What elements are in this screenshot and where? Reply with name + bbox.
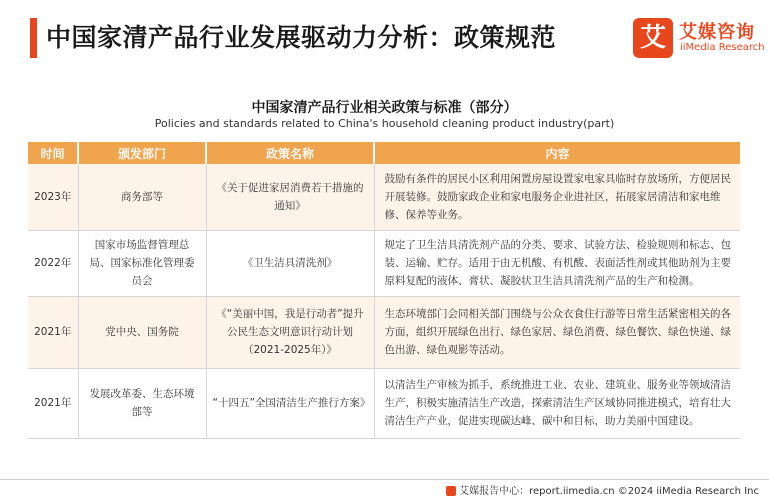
logo-mark-icon: 艾 (633, 18, 673, 58)
table-header-row (28, 142, 740, 164)
title-accent-bar (30, 18, 37, 58)
table-row (28, 164, 740, 230)
cell-year: 2023年 (28, 164, 78, 230)
logo-name-cn: 艾媒咨询 (679, 22, 755, 43)
cell-year: 2021年 (28, 368, 78, 438)
column-header-year: 时间 (28, 142, 78, 164)
cell-dept: 商务部等 (78, 164, 206, 230)
brand-logo (633, 16, 763, 60)
cell-content: 规定了卫生洁具清洗剂产品的分类、要求、试验方法、检验规则和标志、包装、运输、贮存。适用于由无机酸、有机酸、表面活性剂或其他助剂为主要原料复配的液体、膏状、凝胶状卫生洁具清洗剂产品的生产和检测。 (374, 230, 740, 296)
table-title: 中国家清产品行业相关政策与标准（部分） (251, 100, 518, 116)
footer-divider (0, 479, 769, 480)
report-center-icon (446, 486, 456, 496)
cell-content: 生态环境部门会同相关部门围绕与公众衣食住行游等日常生活紧密相关的各方面，组织开展绿色出行、绿色家居、绿色消费、绿色餐饮、绿色快递、绿色出游、绿色观影等活动。 (374, 296, 740, 368)
logo-name-en: iiMedia Research (680, 42, 765, 53)
cell-policy-name: 《卫生洁具清洗剂》 (206, 230, 374, 296)
column-header-policy-name: 政策名称 (206, 142, 374, 164)
cell-policy-name: 《“美丽中国，我是行动者”提升公民生态文明意识行动计划（2021-2025年）》 (206, 296, 374, 368)
cell-dept: 党中央、国务院 (78, 296, 206, 368)
page-title: 中国家清产品行业发展驱动力分析：政策规范 (46, 23, 557, 52)
cell-dept: 国家市场监督管理总局、国家标准化管理委员会 (78, 230, 206, 296)
cell-dept: 发展改革委、生态环境部等 (78, 368, 206, 438)
cell-content: 鼓励有条件的居民小区利用闲置房屋设置家电家具临时存放场所，方便居民开展装修。鼓励家政企业和家电服务企业进社区，拓展家居清洁和家电维修、保养等业务。 (374, 164, 740, 230)
column-header-content: 内容 (374, 142, 740, 164)
policy-table (28, 142, 740, 439)
cell-year: 2022年 (28, 230, 78, 296)
cell-policy-name: “十四五”全国清洁生产推行方案》 (206, 368, 374, 438)
table-row (28, 230, 740, 296)
cell-content: 以清洁生产审核为抓手，系统推进工业、农业、建筑业、服务业等领域清洁生产，积极实施清洁生产改造，探索清洁生产区域协同推进模式，培育壮大清洁生产产业，促进实现碳达峰、碳中和目标，助力美丽中国建设。 (374, 368, 740, 438)
table-subtitle: Policies and standards related to China's household cleaning product industry(part) (154, 117, 615, 130)
column-header-dept: 颁发部门 (78, 142, 206, 164)
footer-text: 艾媒报告中心：report.iimedia.cn ©2024 iiMedia Research Inc (459, 486, 759, 497)
table-row (28, 296, 740, 368)
table-row (28, 368, 740, 438)
cell-policy-name: 《关于促进家居消费若干措施的通知》 (206, 164, 374, 230)
footer (446, 482, 759, 497)
cell-year: 2021年 (28, 296, 78, 368)
